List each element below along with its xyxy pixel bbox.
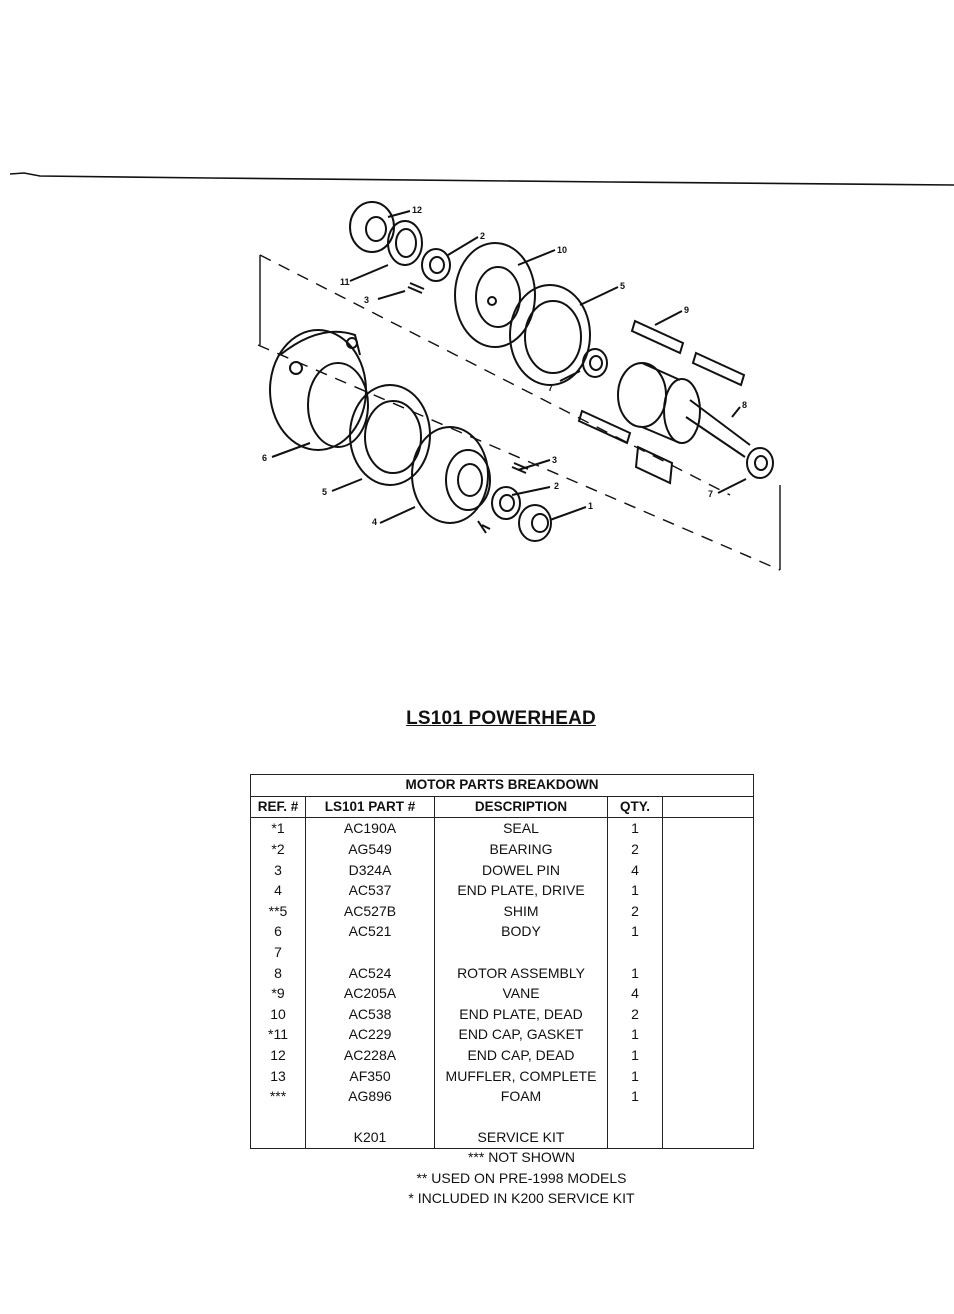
header-qty: QTY. [608, 796, 663, 818]
cell-qty: 2 [608, 839, 663, 860]
cell-ref: *9 [251, 983, 306, 1004]
cell-part-number: AC228A [306, 1045, 435, 1066]
cell-description: END PLATE, DEAD [435, 1004, 608, 1025]
footnote: *** NOT SHOWN [467, 1149, 576, 1165]
cell-description: SEAL [435, 818, 608, 839]
callout-3: 3 [364, 295, 370, 305]
table-caption-row [251, 775, 754, 797]
callout-11: 11 [340, 277, 350, 287]
cell-description: SHIM [435, 901, 608, 922]
header-part: LS101 PART # [306, 796, 435, 818]
table-row [251, 859, 754, 880]
cell-part-number [306, 942, 435, 963]
cell-ref: 12 [251, 1045, 306, 1066]
callout-6: 6 [262, 453, 268, 463]
table-caption: MOTOR PARTS BREAKDOWN [251, 775, 754, 797]
cell-blank [663, 901, 754, 922]
callout-3: 3 [552, 455, 558, 465]
cell-qty [608, 942, 663, 963]
table-row [251, 1127, 754, 1148]
cell-qty [608, 1107, 663, 1128]
cell-qty: 1 [608, 1065, 663, 1086]
cell-qty: 1 [608, 1024, 663, 1045]
cell-part-number: K201 [306, 1127, 435, 1148]
cell-ref: *** [251, 1086, 306, 1107]
table-row [251, 1107, 754, 1128]
cell-part-number: AC538 [306, 1004, 435, 1025]
table-row [251, 818, 754, 839]
cell-blank [663, 921, 754, 942]
cell-description: FOAM [435, 1086, 608, 1107]
cell-qty: 1 [608, 818, 663, 839]
cell-description [435, 942, 608, 963]
cell-description: END PLATE, DRIVE [435, 880, 608, 901]
cell-blank [663, 839, 754, 860]
cell-blank [663, 1127, 754, 1148]
table-row [251, 921, 754, 942]
cell-description: END CAP, DEAD [435, 1045, 608, 1066]
cell-part-number: AG549 [306, 839, 435, 860]
callout-2: 2 [554, 481, 560, 491]
horizontal-rule [10, 172, 954, 186]
cell-qty: 1 [608, 1045, 663, 1066]
cell-part-number: D324A [306, 859, 435, 880]
cell-part-number: AC205A [306, 983, 435, 1004]
table-row [251, 942, 754, 963]
table-row [251, 1004, 754, 1025]
callout-12: 12 [412, 205, 423, 215]
cell-part-number: AC527B [306, 901, 435, 922]
cell-description: VANE [435, 983, 608, 1004]
cell-blank [663, 1004, 754, 1025]
cell-ref: 10 [251, 1004, 306, 1025]
cell-part-number: AC524 [306, 962, 435, 983]
table-row [251, 880, 754, 901]
callout-7: 7 [548, 383, 554, 393]
cell-description: BODY [435, 921, 608, 942]
callout-5: 5 [620, 281, 626, 291]
callout-4: 4 [372, 517, 378, 527]
callout-8: 8 [742, 400, 748, 410]
cell-description: ROTOR ASSEMBLY [435, 962, 608, 983]
cell-ref: *11 [251, 1024, 306, 1045]
cell-part-number [306, 1107, 435, 1128]
cell-qty [608, 1127, 663, 1148]
cell-qty: 4 [608, 859, 663, 880]
cell-part-number: AC190A [306, 818, 435, 839]
table-row [251, 1065, 754, 1086]
cell-ref: 3 [251, 859, 306, 880]
exploded-parts-diagram [250, 195, 790, 580]
cell-part-number: AC229 [306, 1024, 435, 1045]
cell-description: SERVICE KIT [435, 1127, 608, 1148]
callout-1: 1 [588, 501, 594, 511]
cell-ref: 4 [251, 880, 306, 901]
cell-blank [663, 1024, 754, 1045]
header-ref: REF. # [251, 796, 306, 818]
cell-blank [663, 962, 754, 983]
cell-qty: 4 [608, 983, 663, 1004]
cell-ref: 8 [251, 962, 306, 983]
cell-qty: 2 [608, 1004, 663, 1025]
parts-table [250, 774, 754, 1149]
cell-description [435, 1107, 608, 1128]
cell-ref: 7 [251, 942, 306, 963]
callout-10: 10 [557, 245, 568, 255]
cell-part-number: AC521 [306, 921, 435, 942]
table-row [251, 1086, 754, 1107]
cell-ref [251, 1107, 306, 1128]
cell-blank [663, 1107, 754, 1128]
callout-9: 9 [684, 305, 690, 315]
cell-blank [663, 942, 754, 963]
cell-blank [663, 1045, 754, 1066]
callout-7: 7 [708, 489, 714, 499]
cell-blank [663, 1065, 754, 1086]
footnote: * INCLUDED IN K200 SERVICE KIT [408, 1190, 635, 1207]
cell-description: DOWEL PIN [435, 859, 608, 880]
cell-ref: *2 [251, 839, 306, 860]
header-description: DESCRIPTION [435, 796, 608, 818]
cell-ref: 6 [251, 921, 306, 942]
cell-blank [663, 818, 754, 839]
callout-5: 5 [322, 487, 328, 497]
page-title: LS101 POWERHEAD [406, 708, 596, 729]
cell-qty: 1 [608, 880, 663, 901]
cell-ref [251, 1127, 306, 1148]
cell-description: MUFFLER, COMPLETE [435, 1065, 608, 1086]
table-row [251, 962, 754, 983]
cell-description: BEARING [435, 839, 608, 860]
header-blank [663, 796, 754, 818]
cell-qty: 1 [608, 1086, 663, 1107]
cell-qty: 2 [608, 901, 663, 922]
cell-part-number: AG896 [306, 1086, 435, 1107]
callout-2: 2 [480, 231, 486, 241]
table-row [251, 1024, 754, 1045]
cell-ref: 13 [251, 1065, 306, 1086]
footnote: ** USED ON PRE-1998 MODELS [416, 1169, 627, 1186]
cell-blank [663, 880, 754, 901]
cell-part-number: AC537 [306, 880, 435, 901]
table-row [251, 1045, 754, 1066]
cell-blank [663, 1086, 754, 1107]
cell-description: END CAP, GASKET [435, 1024, 608, 1045]
cell-part-number: AF350 [306, 1065, 435, 1086]
table-row [251, 901, 754, 922]
table-header-row [251, 796, 754, 818]
cell-blank [663, 983, 754, 1004]
cell-ref: **5 [251, 901, 306, 922]
cell-blank [663, 859, 754, 880]
cell-qty: 1 [608, 921, 663, 942]
footnotes [250, 1147, 793, 1209]
table-row [251, 983, 754, 1004]
cell-ref: *1 [251, 818, 306, 839]
cell-qty: 1 [608, 962, 663, 983]
table-row [251, 839, 754, 860]
